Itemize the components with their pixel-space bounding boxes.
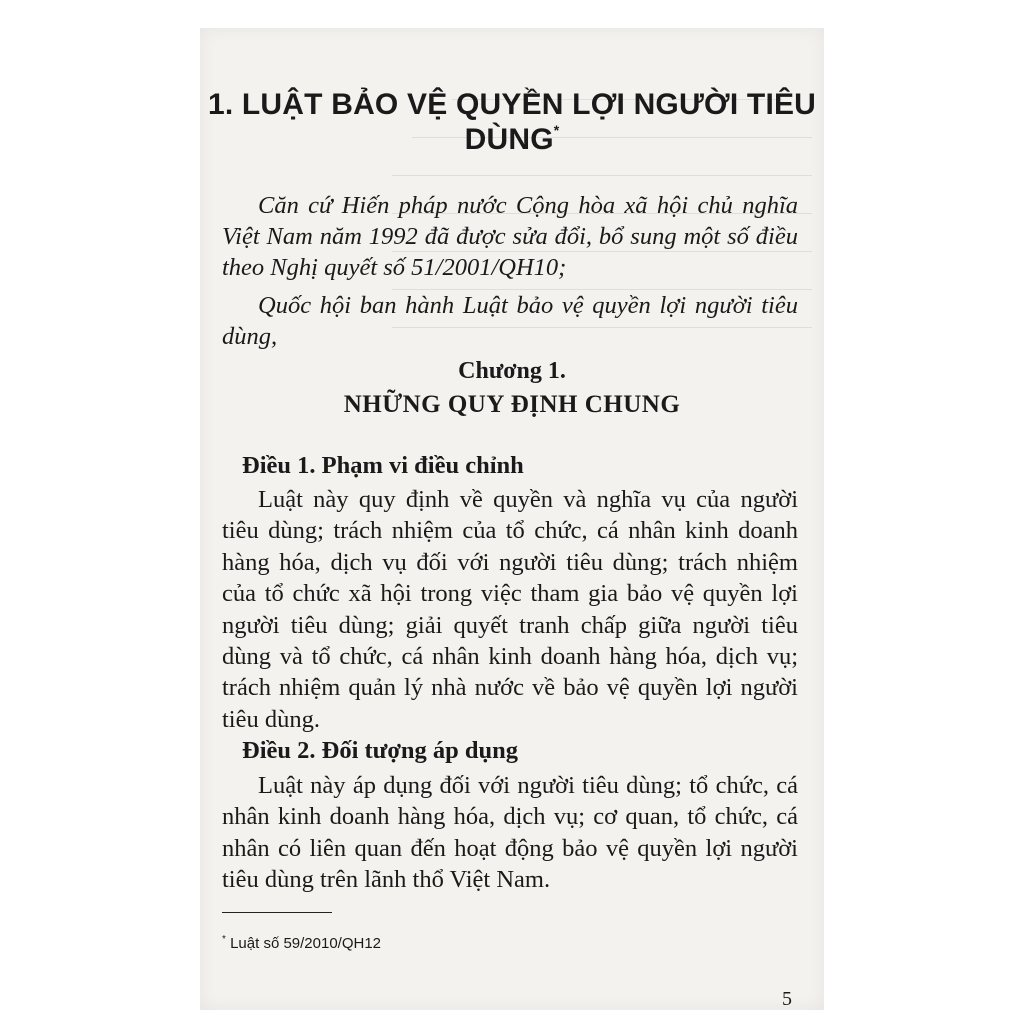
preamble [222,190,798,359]
title-footnote-marker: * [553,122,560,138]
preamble-paragraph: Quốc hội ban hành Luật bảo vệ quyền lợi người tiêu dùng, [222,292,798,350]
article-1-heading: Điều 1. Phạm vi điều chỉnh [242,452,524,479]
article-2-heading: Điều 2. Đối tượng áp dụng [242,737,519,764]
chapter-number: Chương 1. [458,358,566,384]
chapter-name: NHỮNG QUY ĐỊNH CHUNG [343,391,681,418]
footnote-text: Luật số 59/2010/QH12 [230,935,382,952]
page-number: 5 [782,988,792,1010]
footnote [222,934,381,952]
preamble-paragraph: Căn cứ Hiến pháp nước Cộng hòa xã hội chủ nghĩa Việt Nam năm 1992 đã được sửa đổi, bổ sung một số điều theo Nghị quyết số 51/2001/QH10; [222,192,798,281]
law-title-text: 1. LUẬT BẢO VỆ QUYỀN LỢI NGƯỜI TIÊU DÙNG [207,88,817,156]
footnote-marker: * [222,934,226,945]
article-2-body: Luật này áp dụng đối với người tiêu dùng; tổ chức, cá nhân kinh doanh hàng hóa, dịch vụ; cơ quan, tổ chức, cá nhân có liên quan đến hoạt động bảo vệ quyền lợi người tiêu dùng trên lãnh thổ Việt Nam. [222,772,798,894]
law-title [200,88,824,157]
article-1-body: Luật này quy định về quyền và nghĩa vụ của người tiêu dùng; trách nhiệm của tổ chức, cá nhân kinh doanh hàng hóa, dịch vụ đối với người tiêu dùng; trách nhiệm của tổ chức xã hội trong việc tham gia bảo vệ quyền lợi người tiêu dùng; giải quyết tranh chấp giữa người tiêu dùng và tổ chức, cá nhân kinh doanh hàng hóa, dịch vụ; trách nhiệm quản lý nhà nước về bảo vệ quyền lợi người tiêu dùng. [222,486,798,733]
footnote-rule [222,912,332,913]
book-page [200,28,824,1010]
